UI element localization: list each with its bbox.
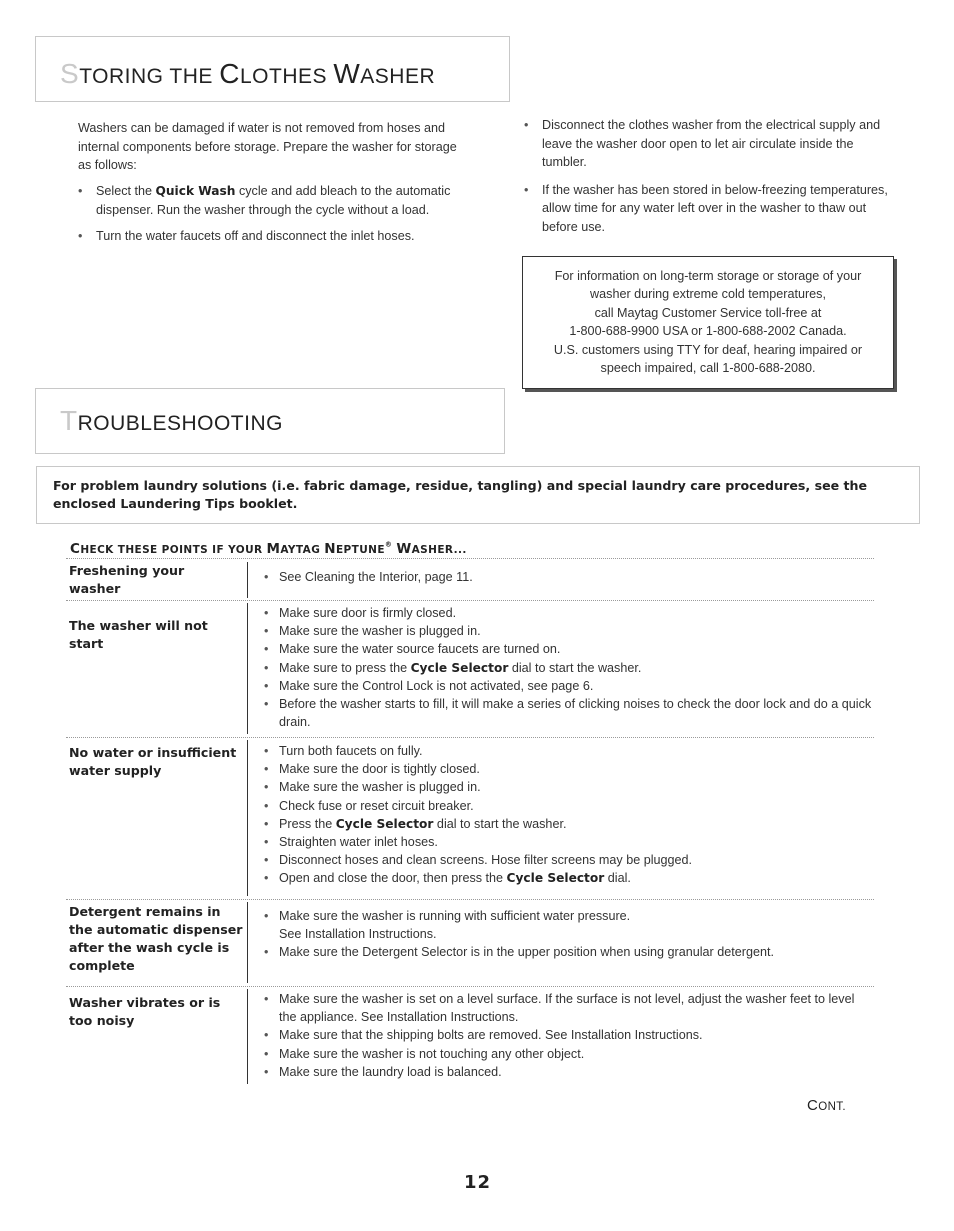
table-rule [66, 737, 874, 738]
check-points-heading: CHECK THESE POINTS IF YOUR MAYTAG NEPTUNE® WASHER... [70, 540, 467, 557]
problem-label: The washer will not start [69, 618, 208, 651]
table-rule [66, 600, 874, 601]
list-item: • Make sure to press the Cycle Selector dial to start the washer. [264, 659, 874, 677]
list-item: • Make sure the washer is plugged in. [264, 622, 874, 640]
problem-label: Detergent remains in the automatic dispenser after the wash cycle is complete [69, 904, 243, 973]
storing-intro: Washers can be damaged if water is not removed from hoses and internal components before storage. Prepare the washer for storage as follows: [78, 121, 457, 172]
solution-list [264, 907, 874, 962]
list-item: • Make sure the washer is not touching any other object. [264, 1045, 874, 1063]
problem-label: Washer vibrates or is too noisy [69, 995, 221, 1028]
table-divider [247, 562, 248, 598]
page-number: 12 [464, 1172, 492, 1193]
solution-list [264, 568, 874, 586]
list-item: • Make sure the door is tightly closed. [264, 760, 874, 778]
list-item: • Disconnect hoses and clean screens. Hose filter screens may be plugged. [264, 851, 874, 869]
solution-list [264, 604, 874, 731]
storing-left-bullets [78, 182, 468, 246]
continued-label: CONT. [807, 1097, 847, 1114]
table-rule [66, 986, 874, 987]
table-rule [66, 899, 874, 900]
list-item: • Open and close the door, then press the Cycle Selector dial. [264, 869, 874, 887]
list-item: • Select the Quick Wash cycle and add bleach to the automatic dispenser. Run the washer through the cycle without a load. [78, 182, 468, 219]
list-item: • Make sure the laundry load is balanced. [264, 1063, 874, 1081]
troubleshooting-title: TROUBLESHOOTING [60, 405, 283, 436]
list-item: • If the washer has been stored in below-freezing temperatures, allow time for any water left over in the washer to thaw out before use. [524, 181, 896, 237]
list-item: • Disconnect the clothes washer from the electrical supply and leave the washer door open to let air circulate inside the tumbler. [524, 116, 896, 172]
list-item: • Make sure that the shipping bolts are removed. See Installation Instructions. [264, 1026, 874, 1044]
list-item: • Turn the water faucets off and disconnect the inlet hoses. [78, 227, 468, 246]
list-item: • Make sure the Control Lock is not activated, see page 6. [264, 677, 874, 695]
table-divider [247, 902, 248, 983]
table-divider [247, 740, 248, 896]
list-item: • Make sure door is firmly closed. [264, 604, 874, 622]
list-item: • Make sure the Detergent Selector is in the upper position when using granular detergent. [264, 943, 874, 961]
list-item: • Press the Cycle Selector dial to start the washer. [264, 815, 874, 833]
list-item: • See Cleaning the Interior, page 11. [264, 568, 874, 586]
solution-list [264, 742, 874, 888]
problem-label: Freshening your washer [69, 563, 185, 596]
storing-right-bullets [524, 116, 896, 236]
list-item: • Check fuse or reset circuit breaker. [264, 797, 874, 815]
list-item: • Turn both faucets on fully. [264, 742, 874, 760]
list-item: • Make sure the washer is plugged in. [264, 778, 874, 796]
customer-service-info-box: For information on long-term storage or storage of your washer during extreme cold temperatures, call Maytag Customer Service toll-free at 1-800-688-9900 USA or 1-800-688-2002 Canada. U.S. customers using TTY for deaf, hearing impaired or speech impaired, call 1-800-688-2080. [522, 256, 894, 389]
table-rule [66, 558, 874, 559]
problem-label: No water or insufficient water supply [69, 745, 237, 778]
list-item: • Before the washer starts to fill, it will make a series of clicking noises to check the door lock and do a quick drain. [264, 695, 874, 731]
list-item: • Make sure the water source faucets are turned on. [264, 640, 874, 658]
list-item: • Make sure the washer is running with sufficient water pressure. See Installation Instructions. [264, 907, 639, 943]
table-divider [247, 603, 248, 734]
list-item: • Straighten water inlet hoses. [264, 833, 874, 851]
laundering-tips-notice: For problem laundry solutions (i.e. fabric damage, residue, tangling) and special laundry care procedures, see the enclosed Laundering Tips booklet. [36, 466, 920, 524]
storing-title: STORING THE CLOTHES WASHER [60, 58, 436, 89]
solution-list [264, 990, 874, 1081]
table-divider [247, 989, 248, 1084]
list-item: • Make sure the washer is set on a level surface. If the surface is not level, adjust the washer feet to level the appliance. See Installation Instructions. [264, 990, 874, 1026]
